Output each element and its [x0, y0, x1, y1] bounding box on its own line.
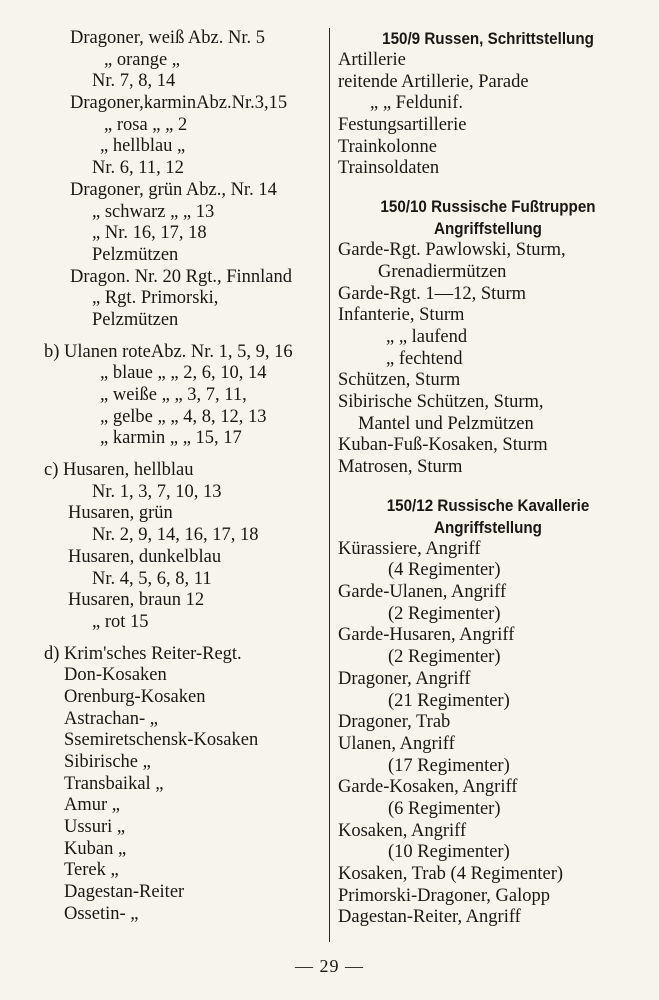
- entry-line: Kuban „: [64, 838, 127, 859]
- entry-line: (6 Regimenter): [388, 798, 501, 819]
- entry-line: „ weiße „ „ 3, 7, 11,: [100, 385, 247, 405]
- column-divider: [329, 28, 330, 942]
- entry-line: b) Ulanen roteAbz. Nr. 1, 5, 9, 16: [44, 341, 293, 362]
- entry-line: Garde-Kosaken, Angriff: [338, 777, 518, 798]
- entry-line: Husaren, braun 12: [68, 590, 205, 611]
- entry-line: Matrosen, Sturm: [338, 457, 463, 477]
- section-spacer: [44, 634, 326, 644]
- entry-line: (21 Regimenter): [388, 690, 510, 711]
- entry-line: Husaren, grün: [68, 503, 173, 524]
- entry-line: „ fechtend: [386, 348, 463, 369]
- entry-line: Dragoner,karminAbz.Nr.3,15: [70, 93, 288, 114]
- entry-line: Nr. 1, 3, 7, 10, 13: [92, 481, 222, 502]
- entry-line: Nr. 7, 8, 14: [92, 71, 176, 92]
- entry-line: „ blaue „ „ 2, 6, 10, 14: [100, 363, 267, 384]
- section-spacer: [338, 180, 638, 196]
- entry-line: Dagestan-Reiter: [64, 882, 185, 903]
- entry-line: (2 Regimenter): [388, 647, 501, 668]
- entry-line: Pelzmützen: [92, 244, 179, 265]
- entry-line: d) Krim'sches Reiter-Regt.: [44, 643, 242, 664]
- entry-line: Terek „: [64, 860, 119, 881]
- entry-line: „ „ Feldunif.: [370, 93, 463, 114]
- entry-line: Ulanen, Angriff: [338, 733, 455, 754]
- entry-line: Astrachan- „: [64, 708, 158, 729]
- entry-line: Husaren, dunkelblau: [68, 546, 222, 567]
- entry-line: „ rosa „ „ 2: [104, 114, 188, 135]
- entry-line: (10 Regimenter): [388, 842, 510, 863]
- entry-line: Kuban-Fuß-Kosaken, Sturm: [338, 435, 548, 456]
- entry-line: (17 Regimenter): [388, 755, 510, 776]
- entry-line: Sibirische „: [64, 752, 151, 772]
- entry-line: Garde-Rgt. Pawlowski, Sturm,: [338, 240, 566, 261]
- section-spacer: [44, 332, 326, 342]
- entry-line: Garde-Rgt. 1—12, Sturm: [338, 283, 527, 304]
- entry-line: reitende Artillerie, Parade: [338, 71, 529, 92]
- entry-line: Trainkolonne: [338, 136, 438, 157]
- entry-line: Trainsoldaten: [338, 158, 440, 179]
- entry-line: Pelzmützen: [92, 309, 179, 330]
- section-heading: 150/10 Russische Fußtruppen: [380, 198, 596, 217]
- entry-line: Mantel und Pelzmützen: [358, 413, 534, 434]
- entry-line: „ schwarz „ „ 13: [92, 201, 215, 222]
- entry-line: Ssemiretschensk-Kosaken: [64, 730, 259, 751]
- entry-line: Garde-Ulanen, Angriff: [338, 582, 507, 603]
- entry-line: Nr. 6, 11, 12: [92, 158, 184, 179]
- entry-line: Schützen, Sturm: [338, 370, 461, 391]
- entry-line: „ gelbe „ „ 4, 8, 12, 13: [100, 406, 267, 427]
- entry-line: Kürassiere, Angriff: [338, 538, 481, 559]
- entry-line: „ hellblau „: [100, 136, 186, 157]
- section-heading: 150/9 Russen, Schrittstellung: [382, 30, 594, 48]
- entry-line: Grenadiermützen: [378, 261, 507, 282]
- section-heading: 150/12 Russische Kavallerie: [386, 496, 590, 515]
- entry-line: „ „ laufend: [386, 326, 468, 347]
- entry-line: Dagestan-Reiter, Angriff: [338, 907, 521, 928]
- right-column: [338, 28, 638, 929]
- entry-line: c) Husaren, hellblau: [44, 460, 194, 481]
- entry-line: Artillerie: [338, 50, 406, 70]
- entry-line: Garde-Husaren, Angriff: [338, 625, 515, 646]
- entry-line: „ rot 15: [92, 611, 149, 632]
- entry-line: (2 Regimenter): [388, 603, 501, 624]
- entry-line: Primorski-Dragoner, Galopp: [338, 885, 550, 906]
- entry-line: Dragoner, Angriff: [338, 668, 471, 689]
- entry-line: Sibirische Schützen, Sturm,: [338, 391, 544, 412]
- entry-line: „ karmin „ „ 15, 17: [100, 428, 242, 449]
- entry-line: Festungsartillerie: [338, 115, 467, 136]
- section-spacer: [338, 479, 638, 495]
- entry-line: Ossetin- „: [64, 903, 139, 924]
- entry-line: Dragoner, Trab: [338, 712, 451, 733]
- section-heading: Angriffstellung: [434, 220, 542, 239]
- section-spacer: [44, 450, 326, 460]
- entry-line: Amur „: [64, 795, 120, 816]
- section-heading: Angriffstellung: [434, 518, 542, 537]
- left-column: [44, 28, 326, 926]
- entry-line: (4 Regimenter): [388, 560, 501, 581]
- entry-line: Transbaikal „: [64, 773, 164, 794]
- page-number: — 29 —: [295, 956, 364, 976]
- entry-line: Infanterie, Sturm: [338, 305, 465, 326]
- entry-line: Dragoner, grün Abz., Nr. 14: [70, 179, 277, 200]
- entry-line: „ Rgt. Primorski,: [92, 288, 219, 309]
- entry-line: Dragon. Nr. 20 Rgt., Finnland: [70, 266, 292, 287]
- entry-line: Nr. 4, 5, 6, 8, 11: [92, 568, 212, 589]
- entry-line: „ orange „: [104, 49, 181, 70]
- entry-line: Kosaken, Angriff: [338, 820, 467, 841]
- entry-line: Orenburg-Kosaken: [64, 686, 206, 707]
- entry-line: Don-Kosaken: [64, 665, 167, 686]
- entry-line: Ussuri „: [64, 817, 126, 838]
- entry-line: Dragoner, weiß Abz. Nr. 5: [70, 28, 265, 48]
- entry-line: „ Nr. 16, 17, 18: [92, 223, 207, 244]
- entry-line: Kosaken, Trab (4 Regimenter): [338, 864, 564, 884]
- entry-line: Nr. 2, 9, 14, 16, 17, 18: [92, 525, 259, 546]
